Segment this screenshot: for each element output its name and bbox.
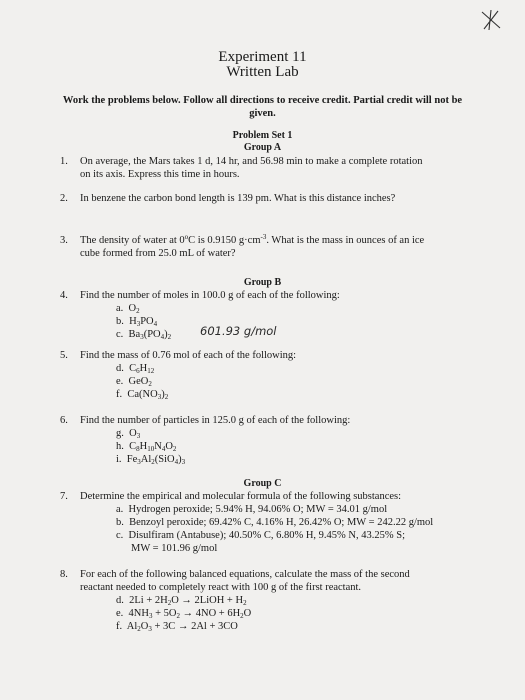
substance-item: a. Hydrogen peroxide; 5.94% H, 94.06% O; MW = 34.01 g/mol xyxy=(116,504,388,515)
question-text: Find the mass of 0.76 mol of each of the following: xyxy=(80,350,297,361)
instructions: Work the problems below. Follow all directions to receive credit. Partial credit will not be given. xyxy=(62,95,463,119)
question-text: On average, the Mars takes 1 d, 14 hr, and 56.98 min to make a complete rotation xyxy=(80,156,423,167)
question-number: 4. xyxy=(60,290,68,301)
substance-item-continued: MW = 101.96 g/mol xyxy=(131,543,218,554)
handwritten-x-mark xyxy=(478,8,504,32)
question-number: 2. xyxy=(60,193,68,204)
question-text: The density of water at 0$^o$C is 0.9150 $g\cdot cm^{-3}$. What is the mass in ounces of an ice xyxy=(80,233,425,246)
formula-item: d. $C_6H_{12}$ xyxy=(116,363,155,375)
substance-item: b. Benzoyl peroxide; 69.42% C, 4.16% H, 26.42% O; MW = 242.22 g/mol xyxy=(116,517,434,528)
formula-item: h. $C_8H_{10}N_4O_2$ xyxy=(116,441,177,453)
substance-item: c. Disulfiram (Antabuse); 40.50% C, 6.80% H, 9.45% N, 43.25% S; xyxy=(116,530,406,541)
formula-item: e. GeO$_2$ xyxy=(116,376,152,388)
question-text: Find the number of particles in 125.0 g of each of the following: xyxy=(80,415,351,426)
handwritten-answer: 601.93 g/mol xyxy=(200,324,277,338)
group-c-heading: Group C xyxy=(243,478,282,489)
question-text: Find the number of moles in 100.0 g of each of the following: xyxy=(80,290,340,301)
question-text: For each of the following balanced equations, calculate the mass of the second xyxy=(80,569,410,580)
question-text: on its axis. Express this time in hours. xyxy=(80,169,240,180)
problem-set-heading: Problem Set 1 xyxy=(232,130,293,141)
group-b-heading: Group B xyxy=(243,277,282,288)
equation-item: f. $Al_2O_3 + 3C \to 2Al + 3CO$ xyxy=(116,621,238,633)
formula-item: g. $O_3$ xyxy=(116,428,141,440)
group-a-heading: Group A xyxy=(243,142,282,153)
page-title: Experiment 11 xyxy=(218,49,307,65)
question-number: 1. xyxy=(60,156,68,167)
question-number: 5. xyxy=(60,350,68,361)
page-subtitle: Written Lab xyxy=(226,64,299,80)
formula-item: b. $H_3PO_4$ xyxy=(116,316,158,328)
equation-item: e. $4NH_3 + 5O_2 \to 4NO + 6H_2O$ xyxy=(116,608,252,620)
question-text: reactant needed to completely react with 100 g of the first reactant. xyxy=(80,582,362,593)
question-text: In benzene the carbon bond length is 139 pm. What is this distance inches? xyxy=(80,193,396,204)
formula-item: a. $O_2$ xyxy=(116,303,140,315)
question-number: 8. xyxy=(60,569,68,580)
formula-item: i. $Fe_3Al_2(SiO_4)_3$ xyxy=(116,454,186,466)
formula-item: c. $Ba_3(PO_4)_2$ xyxy=(116,329,172,341)
question-number: 6. xyxy=(60,415,68,426)
equation-item: d. $2Li + 2H_2O$ → 2LiOH + $H_2$ xyxy=(116,595,247,607)
question-text: Determine the empirical and molecular formula of the following substances: xyxy=(80,491,402,502)
formula-item: f. $Ca(NO_3)_2$ xyxy=(116,389,169,401)
question-text: cube formed from 25.0 mL of water? xyxy=(80,248,236,259)
question-number: 3. xyxy=(60,235,68,246)
question-number: 7. xyxy=(60,491,68,502)
